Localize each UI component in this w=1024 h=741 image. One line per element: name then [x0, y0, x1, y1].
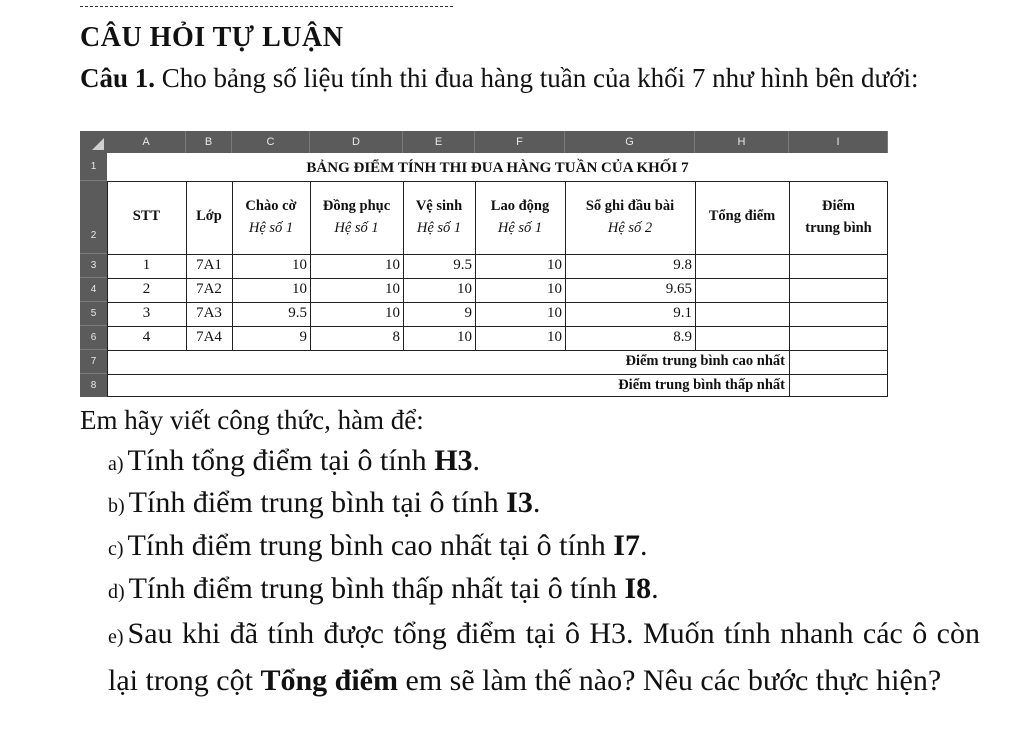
- item-e-label: e): [108, 626, 124, 648]
- header-diem-tb-line2: trung bình: [805, 220, 872, 236]
- grid-line: [186, 181, 187, 350]
- item-d-text: Tính điểm trung bình thấp nhất tại ô tính: [128, 572, 617, 605]
- header-diem-tb-line1: Điểm: [821, 198, 855, 214]
- col-header-d: D: [310, 131, 403, 153]
- row-header-1: 1: [80, 153, 107, 181]
- cell-lao-dong: 10: [547, 305, 562, 321]
- grid-line: [107, 181, 108, 396]
- item-e-text2: em sẽ làm thế nào? Nêu các bước thực hiện?: [405, 664, 942, 697]
- row-header-3: 3: [80, 254, 107, 278]
- cell-lop: 7A4: [196, 329, 222, 345]
- header-lop: Lớp: [196, 208, 222, 224]
- grid-line: [107, 396, 888, 397]
- row-min-label: Điểm trung bình thấp nhất: [618, 377, 785, 393]
- header-dong-phuc: Đồng phục: [322, 198, 391, 214]
- item-c-label: c): [108, 538, 124, 560]
- header-so-ghi: Sổ ghi đầu bài: [585, 198, 675, 214]
- header-dong-phuc-sub: Hệ số 1: [334, 220, 379, 236]
- item-e-text1: Sau khi đã tính được tổng điểm tại ô H3. Muốn tính nhanh các ô còn lại trong cột: [108, 617, 980, 697]
- spreadsheet: [80, 131, 888, 397]
- col-header-i: I: [789, 131, 888, 153]
- col-header-b: B: [186, 131, 232, 153]
- grid-line: [565, 181, 566, 350]
- col-header-f: F: [475, 131, 565, 153]
- header-lao-dong: Lao động: [490, 198, 550, 214]
- item-a-cell: H3: [434, 444, 473, 477]
- grid-line: [107, 326, 888, 327]
- grid-line: [107, 350, 888, 351]
- cell-ve-sinh: 10: [457, 281, 472, 297]
- cell-so-ghi: 9.65: [665, 281, 692, 297]
- cell-so-ghi: 8.9: [673, 329, 692, 345]
- select-all-corner: [80, 131, 107, 153]
- grid-line: [107, 278, 888, 279]
- header-so-ghi-sub: Hệ số 2: [607, 220, 653, 236]
- item-b-text: Tính điểm trung bình tại ô tính: [128, 486, 499, 519]
- item-e: [108, 612, 980, 703]
- cell-lao-dong: 10: [547, 281, 562, 297]
- header-stt: STT: [132, 208, 161, 224]
- grid-line: [107, 374, 888, 375]
- item-a-text: Tính tổng điểm tại ô tính: [127, 444, 427, 477]
- col-header-g: G: [565, 131, 695, 153]
- grid-line: [403, 181, 404, 350]
- cell-so-ghi: 9.8: [673, 257, 692, 273]
- cell-lao-dong: 10: [547, 329, 562, 345]
- item-d-cell: I8: [624, 572, 652, 605]
- item-a-end: .: [472, 444, 481, 477]
- cell-dong-phuc: 10: [385, 281, 400, 297]
- row-header-6: 6: [80, 326, 107, 350]
- item-c-end: .: [639, 529, 648, 562]
- grid-line: [789, 181, 790, 396]
- cell-stt: 3: [142, 305, 151, 321]
- header-ve-sinh: Vệ sinh: [415, 198, 463, 214]
- grid-line: [232, 181, 233, 350]
- item-b-cell: I3: [506, 486, 533, 519]
- col-header-h: H: [695, 131, 789, 153]
- header-lao-dong-sub: Hệ số 1: [497, 220, 543, 236]
- cell-chao-co: 9: [299, 329, 307, 345]
- question-1: [80, 60, 980, 96]
- cell-lop: 7A3: [196, 305, 222, 321]
- grid-line: [310, 181, 311, 350]
- cell-ve-sinh: 9: [464, 305, 472, 321]
- col-header-e: E: [403, 131, 475, 153]
- row-header-5: 5: [80, 302, 107, 326]
- row-header-8: 8: [80, 374, 107, 397]
- table-title: BẢNG ĐIỂM TÍNH THI ĐUA HÀNG TUẦN CỦA KHỐI 7: [306, 160, 689, 176]
- cell-dong-phuc: 10: [385, 305, 400, 321]
- item-c: [108, 529, 647, 563]
- cell-chao-co: 10: [292, 257, 307, 273]
- row-header-7: 7: [80, 350, 107, 374]
- item-c-text: Tính điểm trung bình cao nhất tại ô tính: [127, 529, 606, 562]
- grid-line: [887, 181, 888, 396]
- cell-chao-co: 10: [292, 281, 307, 297]
- cell-chao-co: 9.5: [288, 305, 307, 321]
- item-d: [108, 572, 659, 606]
- cell-dong-phuc: 10: [385, 257, 400, 273]
- section-heading: CÂU HỎI TỰ LUẬN: [80, 22, 344, 53]
- grid-line: [107, 181, 888, 182]
- cell-stt: 4: [142, 329, 151, 345]
- grid-line: [107, 254, 888, 255]
- question-1-label: Câu 1.: [80, 63, 156, 93]
- header-chao-co: Chào cờ: [245, 198, 297, 214]
- instruction-prompt: Em hãy viết công thức, hàm để:: [80, 405, 424, 435]
- cell-stt: 2: [142, 281, 151, 297]
- grid-line: [107, 302, 888, 303]
- cell-so-ghi: 9.1: [673, 305, 692, 321]
- header-tong-diem: Tổng điểm: [708, 208, 776, 224]
- cell-ve-sinh: 9.5: [453, 257, 472, 273]
- item-a: [108, 444, 480, 478]
- row-max-label: Điểm trung bình cao nhất: [625, 353, 785, 369]
- grid-line: [475, 181, 476, 350]
- item-d-label: d): [108, 581, 125, 603]
- header-chao-co-sub: Hệ số 1: [248, 220, 294, 236]
- row-header-2: 2: [80, 181, 107, 254]
- top-dashed-line: [80, 6, 453, 7]
- cell-stt: 1: [142, 257, 151, 273]
- item-e-bold: Tổng điểm: [260, 664, 398, 697]
- row-header-4: 4: [80, 278, 107, 302]
- col-header-c: C: [232, 131, 310, 153]
- col-header-a: A: [107, 131, 186, 153]
- cell-lop: 7A2: [196, 281, 222, 297]
- item-b-end: .: [532, 486, 541, 519]
- question-1-text: Cho bảng số liệu tính thi đua hàng tuần của khối 7 như hình bên dưới:: [161, 63, 919, 93]
- cell-lop: 7A1: [196, 257, 222, 273]
- cell-lao-dong: 10: [547, 257, 562, 273]
- cell-ve-sinh: 10: [457, 329, 472, 345]
- item-b-label: b): [108, 495, 125, 517]
- header-ve-sinh-sub: Hệ số 1: [416, 220, 462, 236]
- cell-dong-phuc: 8: [392, 329, 400, 345]
- item-d-end: .: [651, 572, 659, 605]
- item-c-cell: I7: [613, 529, 640, 562]
- item-b: [108, 486, 540, 520]
- item-a-label: a): [108, 453, 124, 475]
- grid-line: [695, 181, 696, 350]
